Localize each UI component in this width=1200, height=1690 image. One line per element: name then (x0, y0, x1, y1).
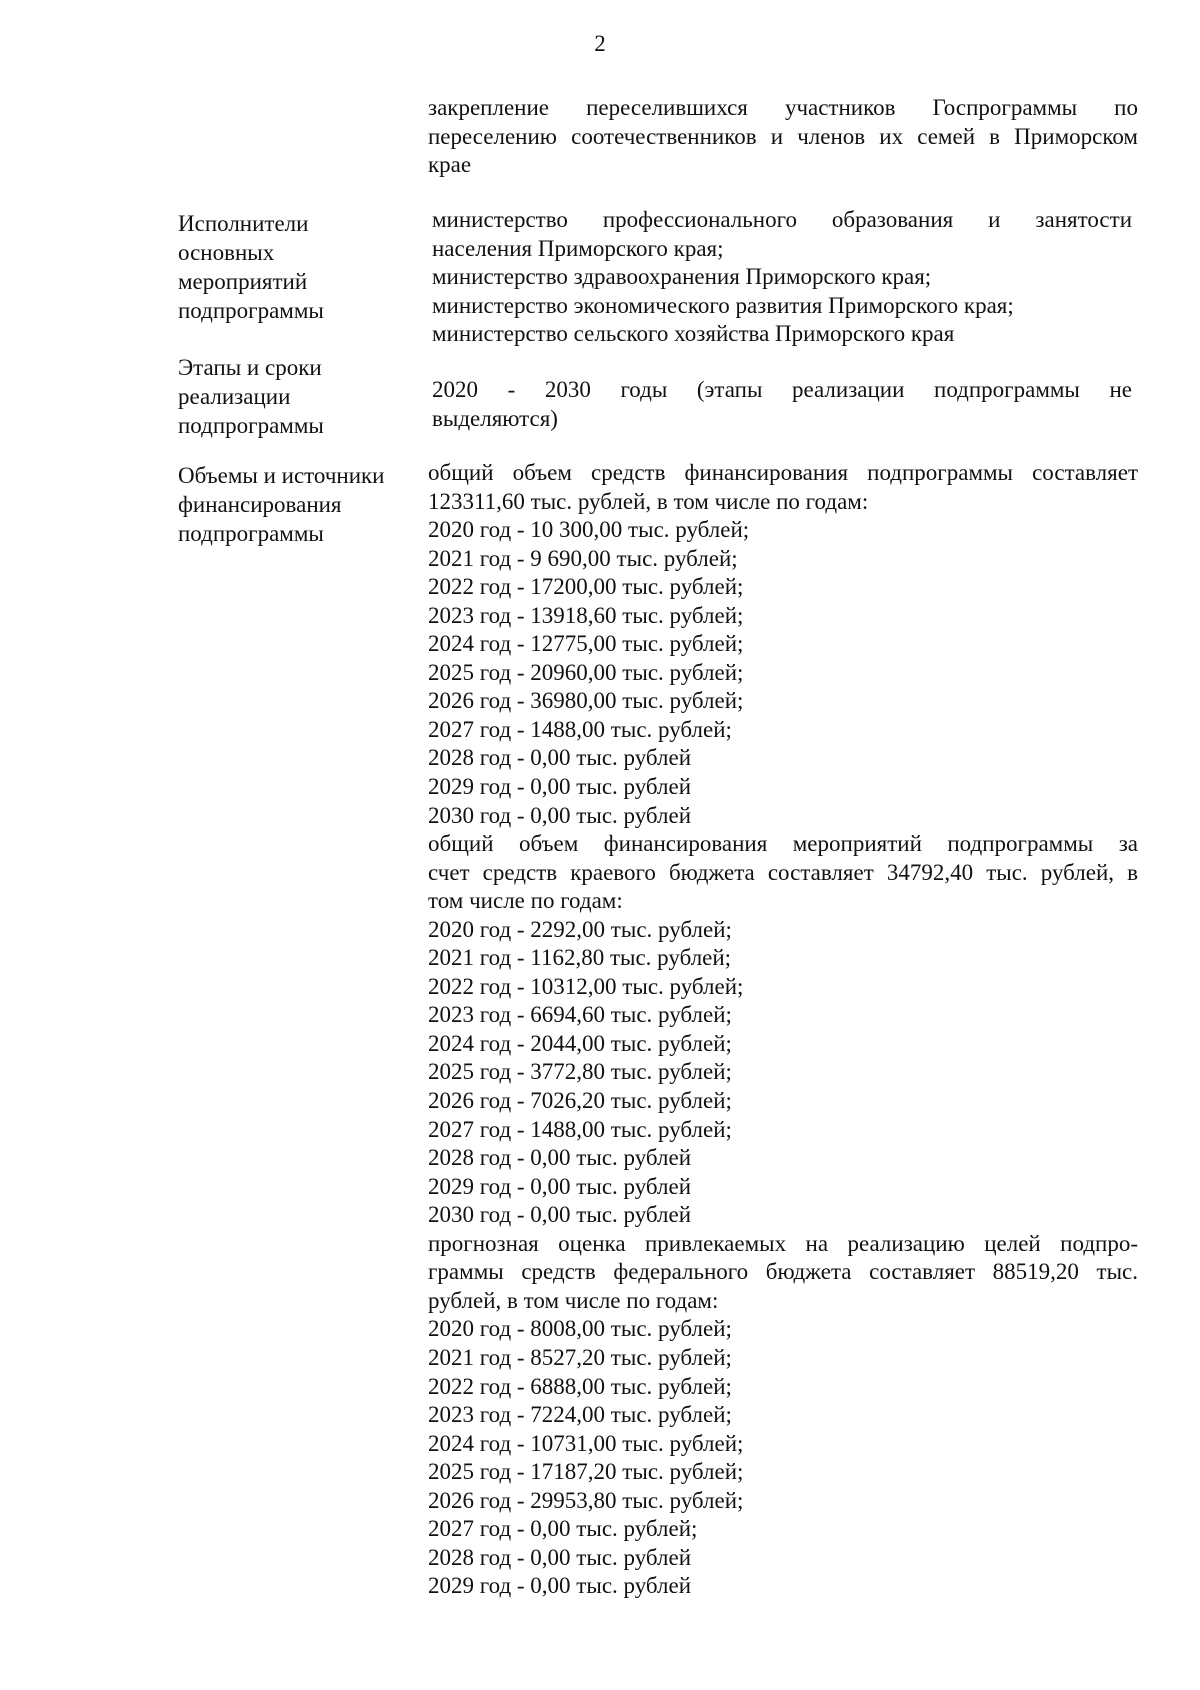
stages-value (432, 376, 1132, 433)
year-line: 2022 год - 17200,00 тыс. рублей; (428, 574, 744, 600)
year-line: 2025 год - 20960,00 тыс. рублей; (428, 659, 744, 685)
financing-text-line: 123311,60 тыс. рублей, в том числе по годам: (428, 488, 869, 514)
stages-label (178, 353, 418, 440)
year-line: 2025 год - 3772,80 тыс. рублей; (428, 1059, 732, 1085)
year-line: 2021 год - 9 690,00 тыс. рублей; (428, 545, 738, 571)
year-line: 2028 год - 0,00 тыс. рублей (428, 745, 692, 771)
year-line: 2024 год - 2044,00 тыс. рублей; (428, 1030, 732, 1056)
year-line: 2029 год - 0,00 тыс. рублей (428, 774, 692, 800)
value-line: министерство экономического развития Приморского края; (432, 292, 1014, 318)
label-line: Объемы и источники (178, 463, 385, 488)
financing-text-line: счет средств краевого бюджета составляет 34792,40 тыс. рублей, в (428, 859, 1138, 885)
executors-value (432, 206, 1132, 349)
value-line: населения Приморского края; (432, 235, 724, 261)
value-line: министерство здравоохранения Приморского края; (432, 264, 932, 289)
year-line: 2026 год - 36980,00 тыс. рублей; (428, 688, 744, 714)
financing-value (428, 459, 1138, 1601)
value-line: 2020 - 2030 годы (этапы реализации подпрограммы не (432, 377, 1132, 402)
year-line: 2026 год - 29953,80 тыс. рублей; (428, 1487, 744, 1513)
year-line: 2021 год - 1162,80 тыс. рублей; (428, 945, 732, 971)
financing-text-line: прогнозная оценка привлекаемых на реализацию целей подпро- (428, 1230, 1138, 1256)
year-line: 2021 год - 8527,20 тыс. рублей; (428, 1344, 732, 1370)
label-line: мероприятий (178, 269, 308, 294)
value-line: министерство профессионального образования и занятости (432, 207, 1132, 232)
label-line: подпрограммы (178, 413, 324, 438)
label-line: основных (178, 240, 275, 265)
year-line: 2023 год - 7224,00 тыс. рублей; (428, 1402, 732, 1428)
label-line: подпрограммы (178, 298, 324, 323)
financing-text-line: общий объем финансирования мероприятий подпрограммы за (428, 831, 1138, 857)
text-line: крае (428, 152, 472, 177)
year-line: 2023 год - 6694,60 тыс. рублей; (428, 1002, 732, 1028)
year-line: 2020 год - 8008,00 тыс. рублей; (428, 1316, 732, 1342)
value-line: министерство сельского хозяйства Приморского края (432, 321, 955, 346)
year-line: 2020 год - 2292,00 тыс. рублей; (428, 916, 732, 942)
year-line: 2025 год - 17187,20 тыс. рублей; (428, 1459, 744, 1485)
year-line: 2028 год - 0,00 тыс. рублей (428, 1145, 692, 1171)
year-line: 2028 год - 0,00 тыс. рублей (428, 1544, 692, 1570)
label-line: финансирования (178, 492, 342, 517)
financing-text-line: общий объем средств финансирования подпрограммы составляет (428, 460, 1138, 485)
value-line: выделяются) (432, 405, 558, 431)
year-line: 2020 год - 10 300,00 тыс. рублей; (428, 517, 750, 543)
financing-text-line: граммы средств федерального бюджета составляет 88519,20 тыс. (428, 1259, 1138, 1285)
financing-text-line: том числе по годам: (428, 888, 623, 914)
year-line: 2027 год - 1488,00 тыс. рублей; (428, 1116, 732, 1142)
year-line: 2022 год - 10312,00 тыс. рублей; (428, 973, 744, 999)
year-line: 2029 год - 0,00 тыс. рублей (428, 1573, 692, 1599)
label-line: реализации (178, 384, 291, 409)
financing-text-line: рублей, в том числе по годам: (428, 1287, 719, 1313)
page-number: 2 (594, 31, 606, 56)
year-line: 2023 год - 13918,60 тыс. рублей; (428, 602, 744, 628)
year-line: 2029 год - 0,00 тыс. рублей (428, 1173, 692, 1199)
year-line: 2030 год - 0,00 тыс. рублей (428, 1202, 692, 1228)
year-line: 2022 год - 6888,00 тыс. рублей; (428, 1373, 732, 1399)
executors-label (178, 209, 418, 325)
year-line: 2026 год - 7026,20 тыс. рублей; (428, 1088, 732, 1114)
year-line: 2030 год - 0,00 тыс. рублей (428, 802, 692, 828)
text-line: переселению соотечественников и членов их семей в Приморском (428, 123, 1138, 149)
year-line: 2024 год - 10731,00 тыс. рублей; (428, 1430, 744, 1456)
year-line: 2027 год - 0,00 тыс. рублей; (428, 1516, 698, 1542)
text-line: закрепление переселившихся участников Госпрограммы по (428, 95, 1138, 120)
year-line: 2024 год - 12775,00 тыс. рублей; (428, 631, 744, 657)
label-line: Этапы и сроки (178, 355, 322, 380)
continuation-paragraph (428, 94, 1138, 180)
label-line: Исполнители (178, 211, 309, 236)
label-line: подпрограммы (178, 521, 324, 546)
year-line: 2027 год - 1488,00 тыс. рублей; (428, 716, 732, 742)
financing-label (178, 461, 418, 548)
